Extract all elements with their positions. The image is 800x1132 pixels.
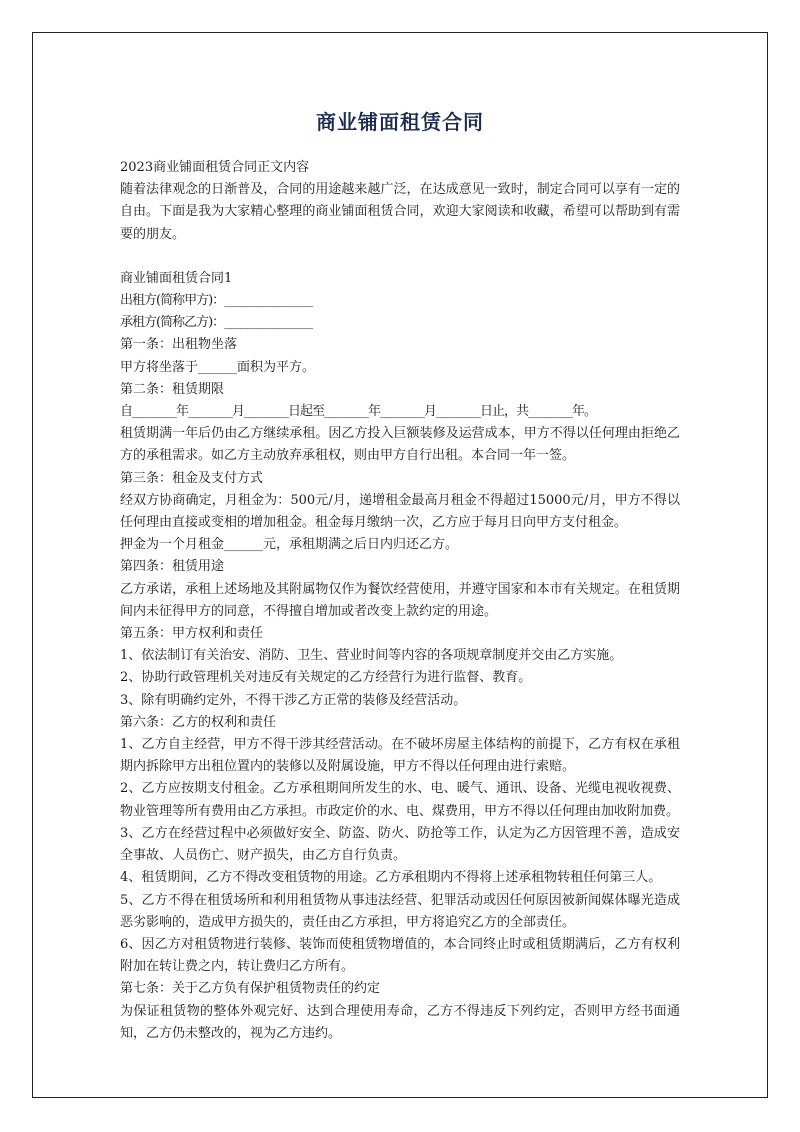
document-title: 商业铺面租赁合同 (316, 110, 484, 134)
section-heading-7: 第七条：关于乙方负有保护租赁物责任的约定 (120, 981, 381, 997)
intro-heading: 2023商业铺面租赁合同正文内容 (120, 160, 310, 175)
section-5-item-3: 3、除有明确约定外，不得干涉乙方正常的装修及经营活动。 (120, 692, 467, 708)
section-3-deposit: 押金为一个月租金______元，承租期满之后日内归还乙方。 (120, 537, 459, 553)
section-7-paragraph: 为保证租赁物的整体外观完好、达到合理使用寿命，乙方不得违反下列约定，否则甲方经书面通知，乙方仍未整改的，视为乙方违约。 (120, 1003, 680, 1041)
contract-heading: 商业铺面租赁合同1 (120, 270, 233, 286)
section-heading-2: 第二条：租赁期限 (120, 381, 225, 397)
section-6-item-2: 2、乙方应按期支付租金。乙方承租期间所发生的水、电、暖气、通讯、设备、光缆电视收视费、物业管理等所有费用由乙方承担。市政定价的水、电、煤费用，甲方不得以任何理由加收附加费。 (120, 781, 680, 819)
section-6-item-3: 3、乙方在经营过程中必须做好安全、防盗、防火、防抢等工作，认定为乙方因管理不善，造成安全事故、人员伤亡、财产损失，由乙方自行负责。 (120, 825, 680, 864)
section-6-item-5: 5、乙方不得在租赁场所和利用租赁物从事违法经营、犯罪活动或因任何原因被新闻媒体曝光造成恶劣影响的，造成甲方损失的，责任由乙方承担，甲方将追究乙方的全部责任。 (120, 892, 680, 930)
section-6-item-1: 1、乙方自主经营，甲方不得干涉其经营活动。在不破坏房屋主体结构的前提下，乙方有权在承租期内拆除甲方出租位置内的装修以及附属设施，甲方不得以任何理由进行索赔。 (120, 737, 680, 775)
section-1-paragraph: 甲方将坐落于______面积为平方。 (120, 359, 316, 375)
lessee-line: 承租方(简称乙方)：________________ (120, 315, 313, 331)
lessor-line: 出租方(简称甲方)：________________ (120, 293, 313, 309)
section-heading-3: 第三条：租金及支付方式 (120, 470, 264, 486)
section-5-item-1: 1、依法制订有关治安、消防、卫生、营业时间等内容的各项规章制度并交由乙方实施。 (120, 648, 623, 664)
section-3-paragraph: 经双方协商确定，月租金为：500元/月，递增租金最高月租金不得超过15000元/月，甲方不得以任何理由直接或变相的增加租金。租金每月缴纳一次，乙方应于每月日向甲方支付租金。 (120, 492, 680, 531)
paragraph-gap (120, 246, 680, 268)
section-heading-5: 第五条：甲方权利和责任 (120, 626, 264, 642)
section-heading-6: 第六条：乙方的权利和责任 (120, 714, 277, 730)
document-body (120, 157, 680, 1045)
intro-paragraph: 随着法律观念的日渐普及，合同的用途越来越广泛，在达成意见一致时，制定合同可以享有一定的自由。下面是我为大家精心整理的商业铺面租赁合同，欢迎大家阅读和收藏，希望可以帮助到有需要的朋友。 (120, 182, 680, 242)
section-6-item-4: 4、租赁期间，乙方不得改变租赁物的用途。乙方承租期内不得将上述承租物转租任何第三人。 (120, 870, 662, 886)
section-6-item-6: 6、因乙方对租赁物进行装修、装饰而使租赁物增值的，本合同终止时或租赁期满后，乙方有权利附加在转让费之内，转让费归乙方所有。 (120, 936, 680, 975)
section-5-item-2: 2、协助行政管理机关对违反有关规定的乙方经营行为进行监督、教育。 (120, 670, 532, 686)
section-2-term-line: 自________年________月________日起至________年________月________日止，共________年。 (120, 404, 597, 420)
section-2-paragraph: 租赁期满一年后仍由乙方继续承租。因乙方投入巨额装修及运营成本，甲方不得以任何理由拒绝乙方的承租需求。如乙方主动放弃承租权，则由甲方自行出租。本合同一年一签。 (120, 426, 680, 464)
section-heading-4: 第四条：租赁用途 (120, 559, 225, 575)
section-heading-1: 第一条：出租物坐落 (120, 337, 238, 353)
section-4-paragraph: 乙方承诺，承租上述场地及其附属物仅作为餐饮经营使用，并遵守国家和本市有关规定。在租赁期间内未征得甲方的同意，不得擅自增加或者改变上款约定的用途。 (120, 581, 680, 619)
